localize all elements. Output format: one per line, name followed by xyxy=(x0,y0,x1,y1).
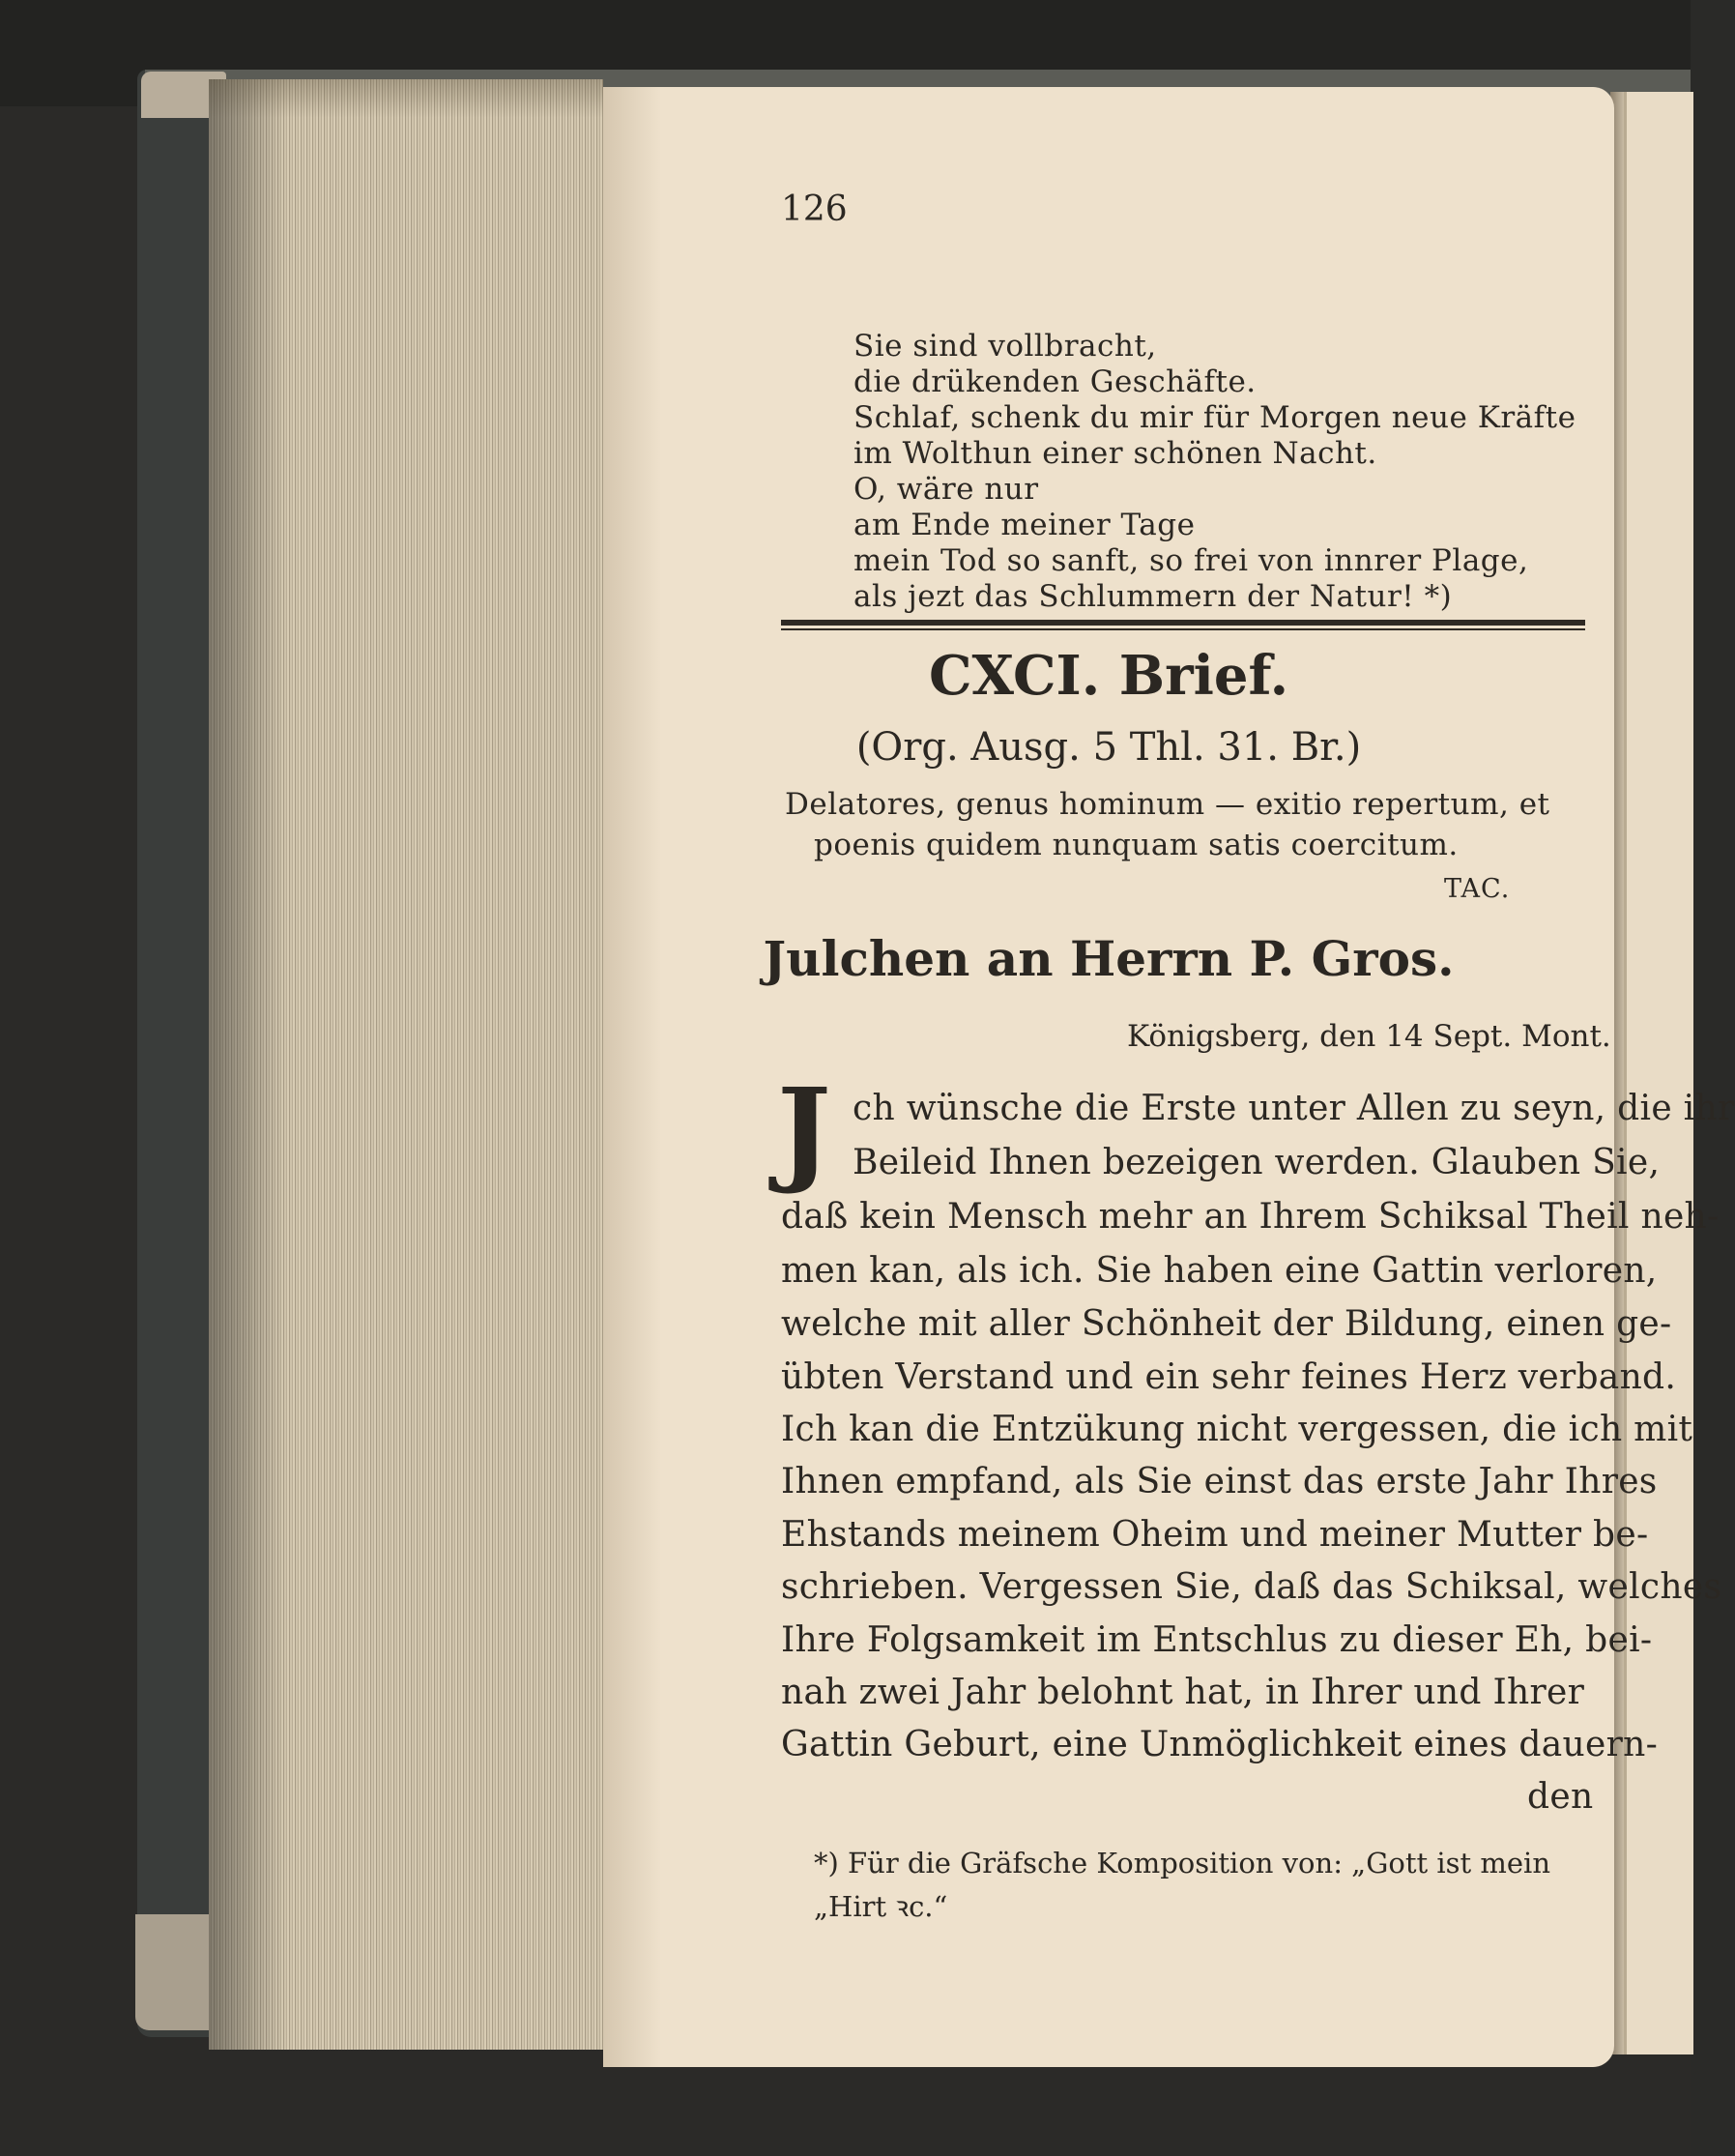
dateline: Königsberg, den 14 Sept. Mont. xyxy=(1127,1019,1611,1054)
verse-line: am Ende meiner Tage xyxy=(853,508,1196,542)
verse-line: Sie sind vollbracht, xyxy=(853,329,1157,364)
catchword: den xyxy=(1527,1777,1594,1817)
epigraph-attribution: TAC. xyxy=(1444,874,1511,904)
footnote-line: „Hirt ꝛc.“ xyxy=(814,1890,948,1923)
page-edges-shadow xyxy=(209,79,286,2050)
verse-line: die drükenden Geschäfte. xyxy=(853,364,1257,399)
footnote-line: *) Für die Gräfsche Komposition von: „Gott ist mein xyxy=(814,1847,1551,1879)
body-line: übten Verstand und ein sehr feines Herz verband. xyxy=(781,1357,1677,1397)
letter-subheading: (Org. Ausg. 5 Thl. 31. Br.) xyxy=(855,725,1362,770)
body-line: daß kein Mensch mehr an Ihrem Schiksal Theil neh- xyxy=(781,1197,1720,1237)
body-line: ch wünsche die Erste unter Allen zu seyn, die ihr xyxy=(853,1089,1735,1128)
page-gutter-shadow xyxy=(603,87,661,2067)
letter-title: Julchen an Herrn P. Gros. xyxy=(763,930,1455,987)
verse-line: mein Tod so sanft, so frei von innrer Plage, xyxy=(853,543,1529,578)
body-line: Ehstands meinem Oheim und meiner Mutter be- xyxy=(781,1515,1649,1555)
body-line: schrieben. Vergessen Sie, daß das Schiksal, welches xyxy=(781,1567,1722,1607)
verse-line: im Wolthun einer schönen Nacht. xyxy=(853,436,1377,471)
epigraph-line: poenis quidem nunquam satis coercitum. xyxy=(814,828,1459,862)
body-line: Ich kan die Entzükung nicht vergessen, die ich mit xyxy=(781,1410,1693,1449)
page-number: 126 xyxy=(781,189,848,229)
epigraph-line: Delatores, genus hominum — exitio repertum, et xyxy=(785,787,1550,822)
body-line: Ihre Folgsamkeit im Entschlus zu dieser Eh, bei- xyxy=(781,1620,1653,1660)
body-line: Gattin Geburt, eine Unmöglichkeit eines dauern- xyxy=(781,1725,1659,1764)
body-line: Ihnen empfand, als Sie einst das erste Jahr Ihres xyxy=(781,1462,1658,1501)
cover-corner-bottom xyxy=(135,1914,220,2030)
letter-heading: CXCI. Brief. xyxy=(928,644,1289,708)
body-line: welche mit aller Schönheit der Bildung, einen ge- xyxy=(781,1304,1672,1344)
section-divider-rule xyxy=(781,620,1585,626)
drop-cap: J xyxy=(777,1063,831,1197)
verse-line: Schlaf, schenk du mir für Morgen neue Kräfte xyxy=(853,400,1576,435)
verse-line: als jezt das Schlummern der Natur! *) xyxy=(853,579,1453,614)
body-line: nah zwei Jahr belohnt hat, in Ihrer und Ihrer xyxy=(781,1673,1585,1712)
section-divider-thin-rule xyxy=(781,628,1585,630)
printed-page xyxy=(603,87,1735,2067)
page-edges-top-shadow xyxy=(209,79,603,118)
body-line: men kan, als ich. Sie haben eine Gattin verloren, xyxy=(781,1251,1658,1291)
body-line: Beileid Ihnen bezeigen werden. Glauben Sie, xyxy=(853,1143,1661,1182)
verse-line: O, wäre nur xyxy=(853,472,1039,507)
